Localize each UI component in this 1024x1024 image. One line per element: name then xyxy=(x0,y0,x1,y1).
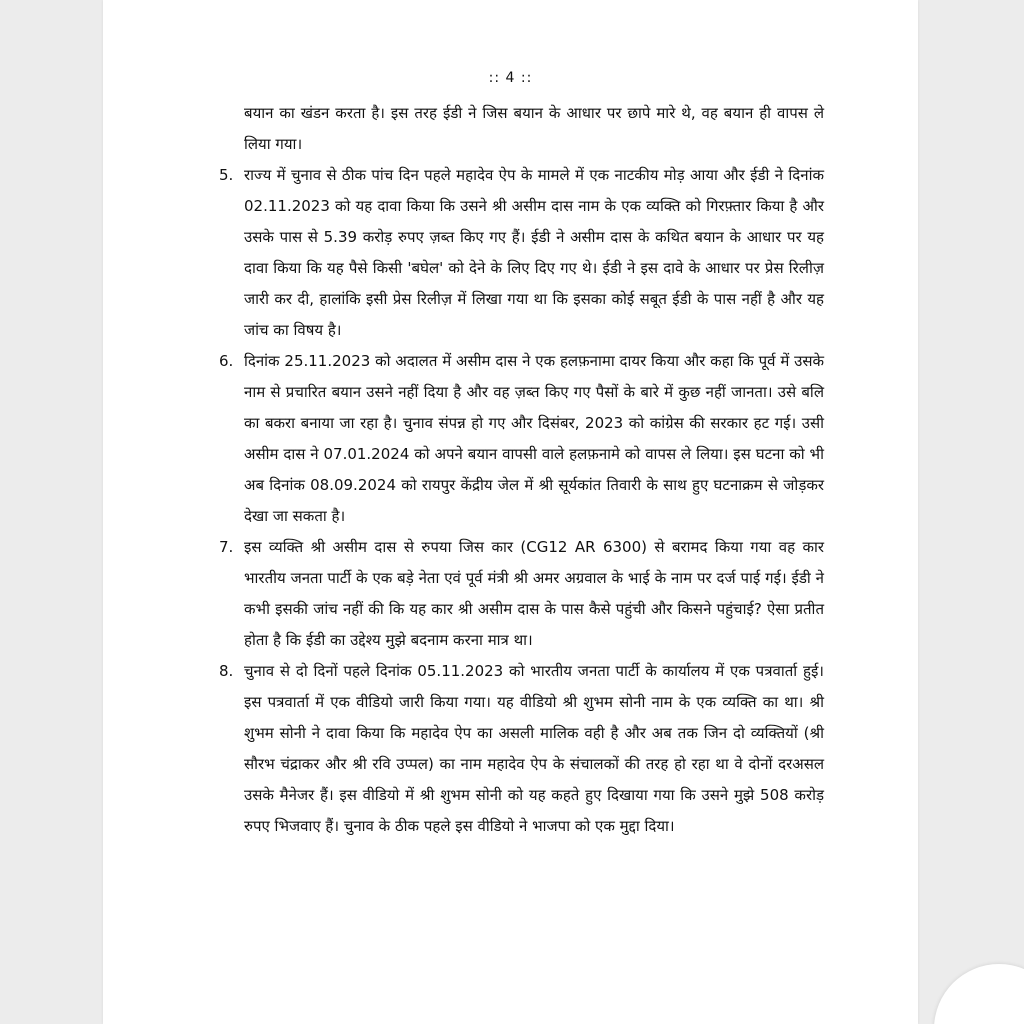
page-content xyxy=(103,98,918,842)
paragraph-number: 5. xyxy=(219,166,234,184)
paragraph-7 xyxy=(103,532,918,656)
paragraph-5 xyxy=(103,160,918,346)
paragraph-text: चुनाव से दो दिनों पहले दिनांक 05.11.2023 को भारतीय जनता पार्टी के कार्यालय में एक पत्रवार्ता हुई। इस पत्रवार्ता में एक वीडियो जारी किया गया। यह वीडियो श्री शुभम सोनी नाम के एक व्यक्ति का था। श्री शुभम सोनी ने दावा किया कि महादेव ऐप का असली मालिक वही है और अब तक जिन दो व्यक्तियों (श्री सौरभ चंद्राकर और श्री रवि उप्पल) का नाम महादेव ऐप के संचालकों की तरह हो रहा था वे दोनों दरअसल उसके मैनेजर हैं। इस वीडियो में श्री शुभम सोनी को यह कहते हुए दिखाया गया कि उसने मुझे 508 करोड़ रुपए भिजवाए हैं। चुनाव के ठीक पहले इस वीडियो ने भाजपा को एक मुद्दा दिया। xyxy=(244,662,824,835)
paragraph-continuation xyxy=(103,98,918,160)
paragraph-text: दिनांक 25.11.2023 को अदालत में असीम दास ने एक हलफ़नामा दायर किया और कहा कि पूर्व में उसके नाम से प्रचारित बयान उसने नहीं दिया है और वह ज़ब्त किए गए पैसों के बारे में कुछ नहीं जानता। उसे बलि का बकरा बनाया जा रहा है। चुनाव संपन्न हो गए और दिसंबर, 2023 को कांग्रेस की सरकार हट गई। उसी असीम दास ने 07.01.2024 को अपने बयान वापसी वाले हलफ़नामे को वापस ले लिया। इस घटना को भी अब दिनांक 08.09.2024 को रायपुर केंद्रीय जेल में श्री सूर्यकांत तिवारी के साथ हुए घटनाक्रम से जोड़कर देखा जा सकता है। xyxy=(244,352,824,525)
paragraph-text: इस व्यक्ति श्री असीम दास से रुपया जिस कार (CG12 AR 6300) से बरामद किया गया वह कार भारतीय जनता पार्टी के एक बड़े नेता एवं पूर्व मंत्री श्री अमर अग्रवाल के भाई के नाम पर दर्ज पाई गई। ईडी ने कभी इसकी जांच नहीं की कि यह कार श्री असीम दास के पास कैसे पहुंची और किसने पहुंचाई? ऐसा प्रतीत होता है कि ईडी का उद्देश्य मुझे बदनाम करना मात्र था। xyxy=(244,538,824,649)
paragraph-text: राज्य में चुनाव से ठीक पांच दिन पहले महादेव ऐप के मामले में एक नाटकीय मोड़ आया और ईडी ने दिनांक 02.11.2023 को यह दावा किया कि उसने श्री असीम दास नाम के एक व्यक्ति को गिरफ़्तार किया है और उसके पास से 5.39 करोड़ रुपए ज़ब्त किए गए हैं। ईडी ने असीम दास के कथित बयान के आधार पर यह दावा किया कि यह पैसे किसी 'बघेल' को देने के लिए दिए गए थे। ईडी ने इस दावे के आधार पर प्रेस रिलीज़ जारी कर दी, हालांकि इसी प्रेस रिलीज़ में लिखा गया था कि इसका कोई सबूत ईडी के पास नहीं है और यह जांच का विषय है। xyxy=(244,166,824,339)
paragraph-number: 6. xyxy=(219,352,234,370)
paragraph-6 xyxy=(103,346,918,532)
document-page xyxy=(103,0,918,1024)
paragraph-text: बयान का खंडन करता है। इस तरह ईडी ने जिस बयान के आधार पर छापे मारे थे, वह बयान ही वापस ले लिया गया। xyxy=(244,104,824,153)
paragraph-number: 8. xyxy=(219,662,234,680)
paragraph-number: 7. xyxy=(219,538,234,556)
page-number: :: 4 :: xyxy=(488,70,533,86)
paragraph-8 xyxy=(103,656,918,842)
floating-action-button[interactable] xyxy=(934,964,1024,1024)
